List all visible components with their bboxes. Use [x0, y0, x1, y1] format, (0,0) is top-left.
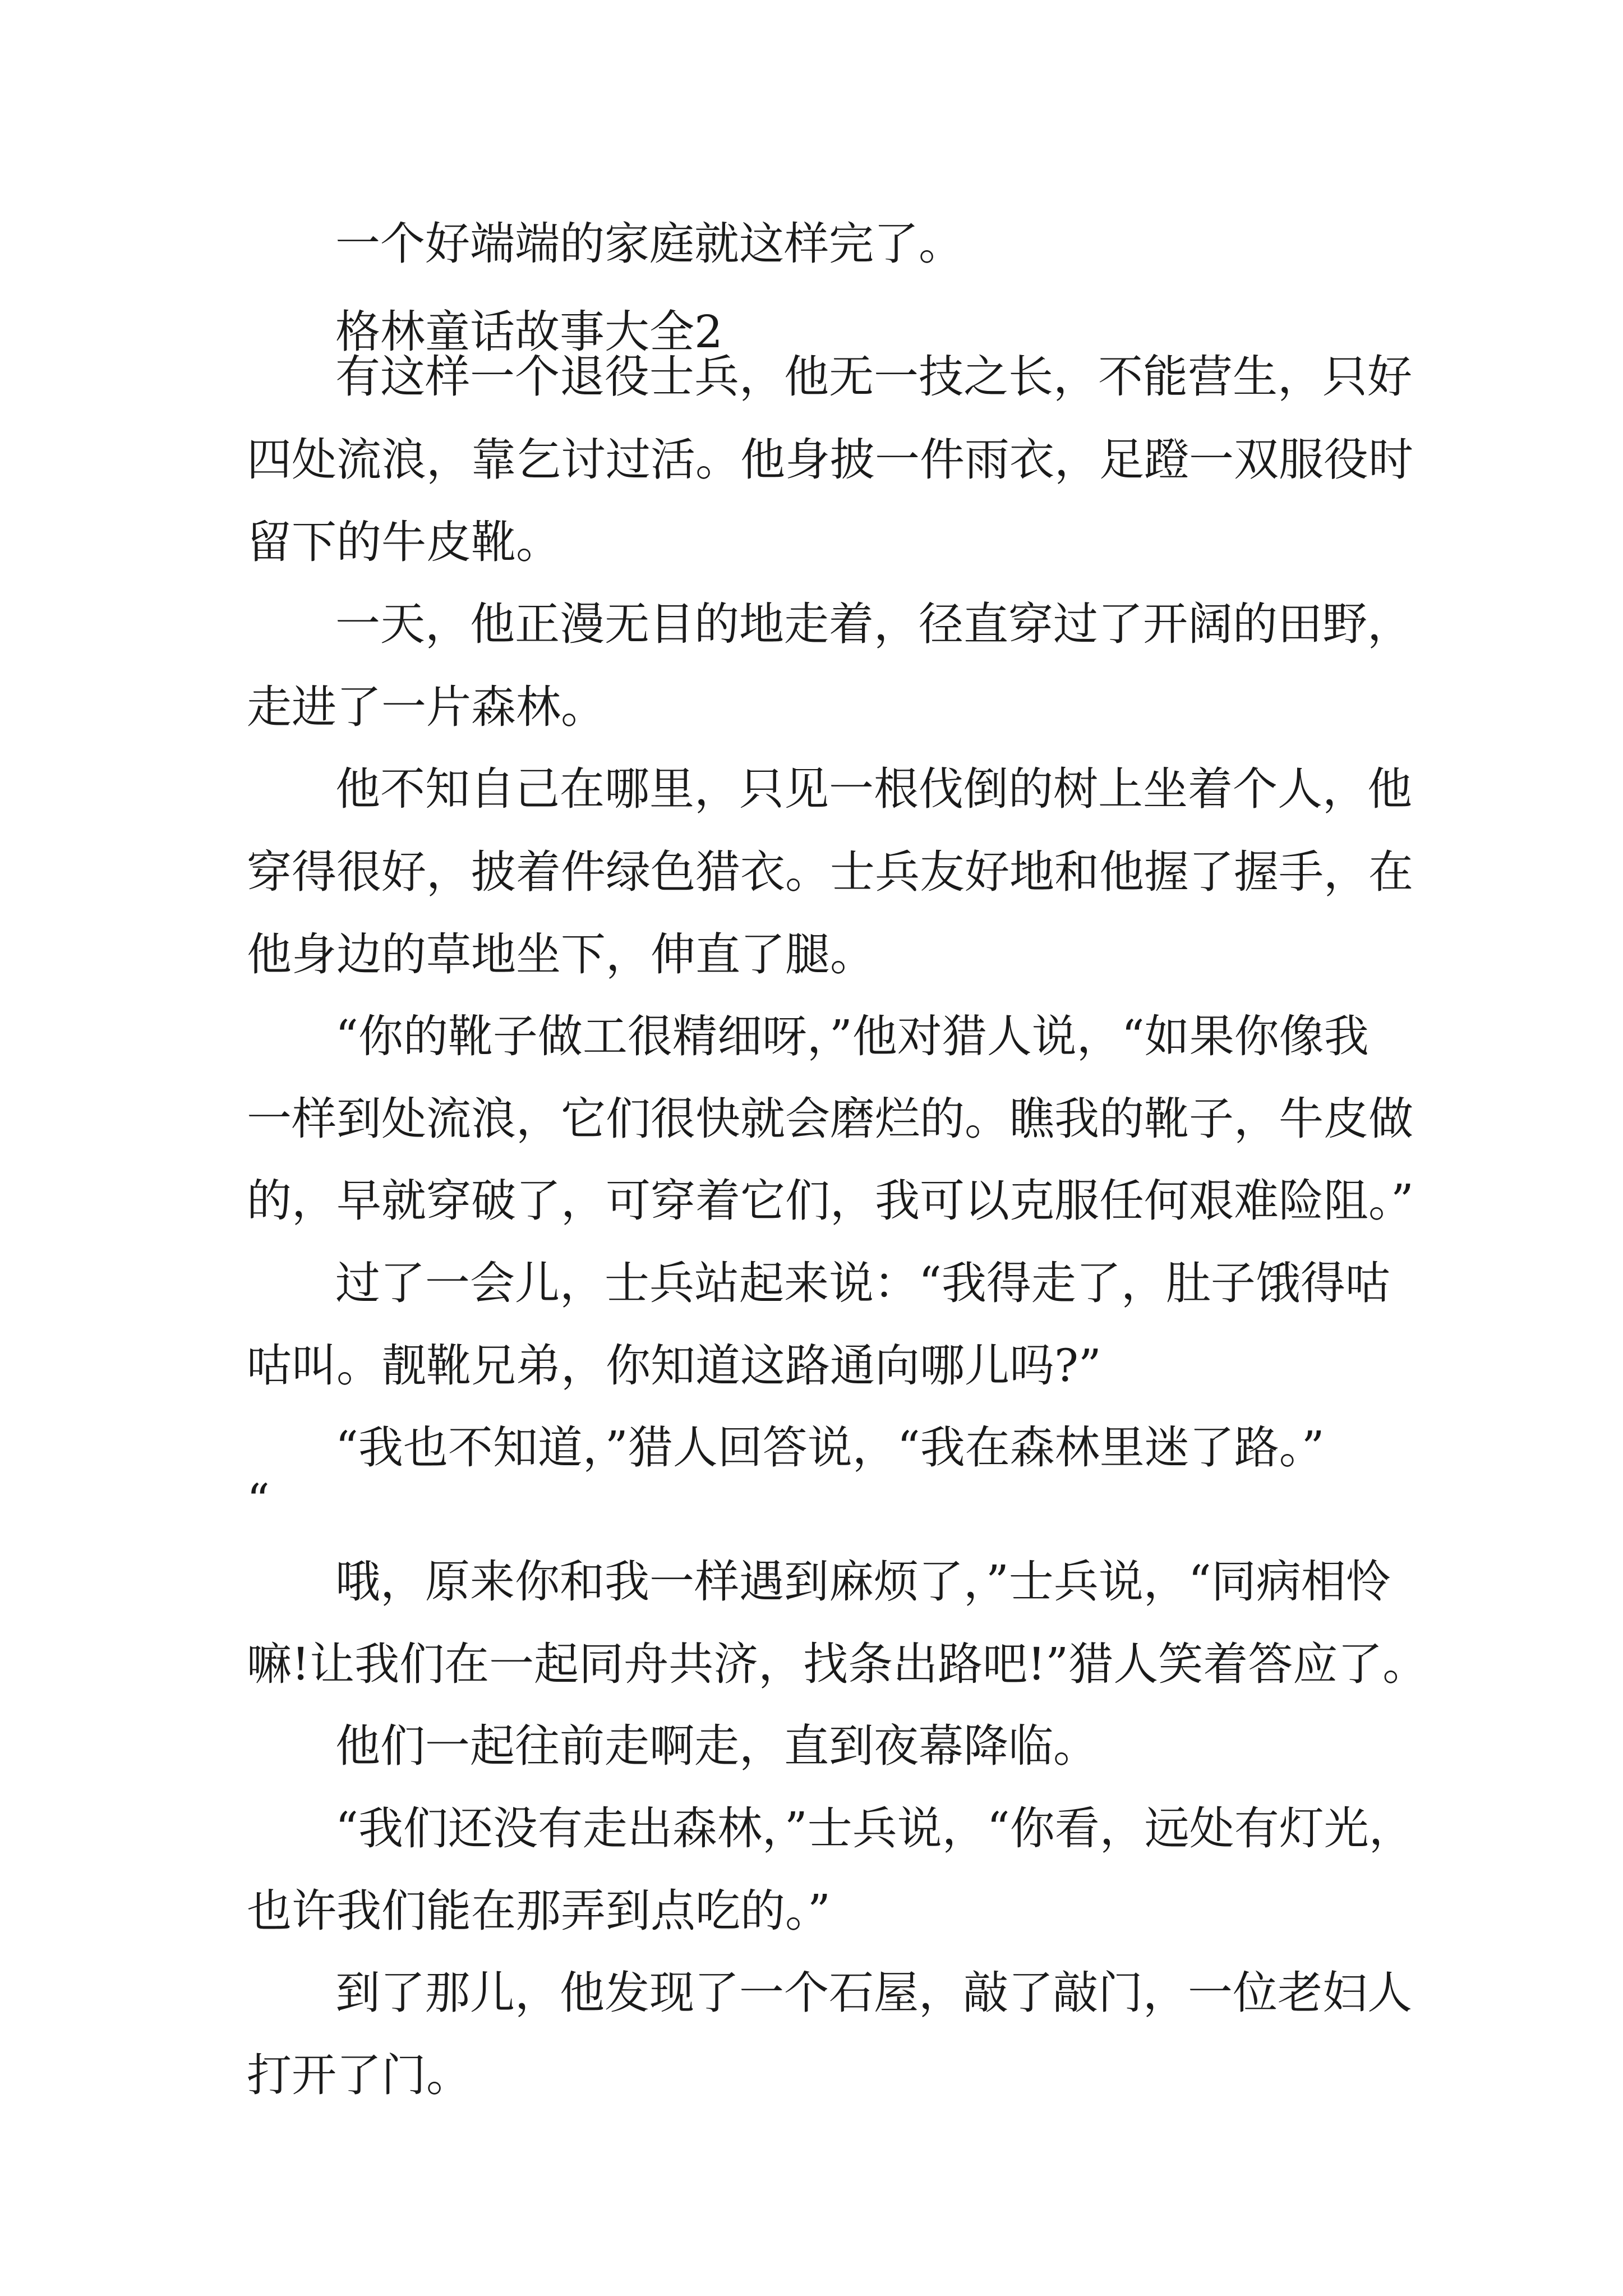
text-line: 到了那儿，他发现了一个石屋，敲了敲门，一位老妇人: [335, 1967, 1412, 2019]
text-line: 一天，他正漫无目的地走着，径直穿过了开阔的田野，: [335, 598, 1412, 650]
text-line: 他身边的草地坐下，伸直了腿。: [247, 928, 875, 981]
text-line: “我也不知道，”猎人回答说，“我在森林里迷了路。”: [335, 1421, 1325, 1474]
text-line: 嘛!让我们在一起同舟共济，找条出路吧!”猎人笑着答应了。: [247, 1638, 1428, 1690]
text-line: 打开了门。: [247, 2049, 471, 2101]
text-line: 穿得很好，披着件绿色猎衣。士兵友好地和他握了握手，在: [247, 846, 1413, 898]
text-line: “: [247, 1474, 270, 1526]
section-heading: 格林童话故事大全2: [335, 306, 723, 358]
text-line: 的，早就穿破了，可穿着它们，我可以克服任何艰难险阻。”: [247, 1175, 1414, 1227]
text-line: 一个好端端的家庭就这样完了。: [335, 218, 963, 270]
text-line: “你的靴子做工很精细呀，”他对猎人说，“如果你像我: [335, 1010, 1369, 1062]
text-line: “我们还没有走出森林，”士兵说，“你看，远处有灯光，: [335, 1802, 1414, 1855]
text-line: 咕叫。靓靴兄弟，你知道这路通向哪儿吗?”: [247, 1340, 1101, 1392]
text-line: 有这样一个退役士兵，他无一技之长，不能营生，只好: [335, 351, 1412, 403]
text-line: 留下的牛皮靴。: [247, 516, 561, 568]
text-line: 四处流浪，靠乞讨过活。他身披一件雨衣，足蹬一双服役时: [247, 434, 1413, 486]
text-line: 也许我们能在那弄到点吃的。”: [247, 1885, 831, 1937]
text-line: 哦，原来你和我一样遇到麻烦了，”士兵说，“同病相怜: [335, 1556, 1391, 1608]
text-line: 过了一会儿，士兵站起来说：“我得走了，肚子饿得咕: [335, 1257, 1390, 1309]
text-line: 他们一起往前走啊走，直到夜幕降临。: [335, 1720, 1098, 1772]
text-line: 走进了一片森林。: [247, 681, 606, 733]
text-line: 一样到处流浪，它们很快就会磨烂的。瞧我的靴子，牛皮做: [247, 1093, 1413, 1145]
text-line: 他不知自己在哪里，只见一根伐倒的树上坐着个人，他: [335, 763, 1412, 815]
